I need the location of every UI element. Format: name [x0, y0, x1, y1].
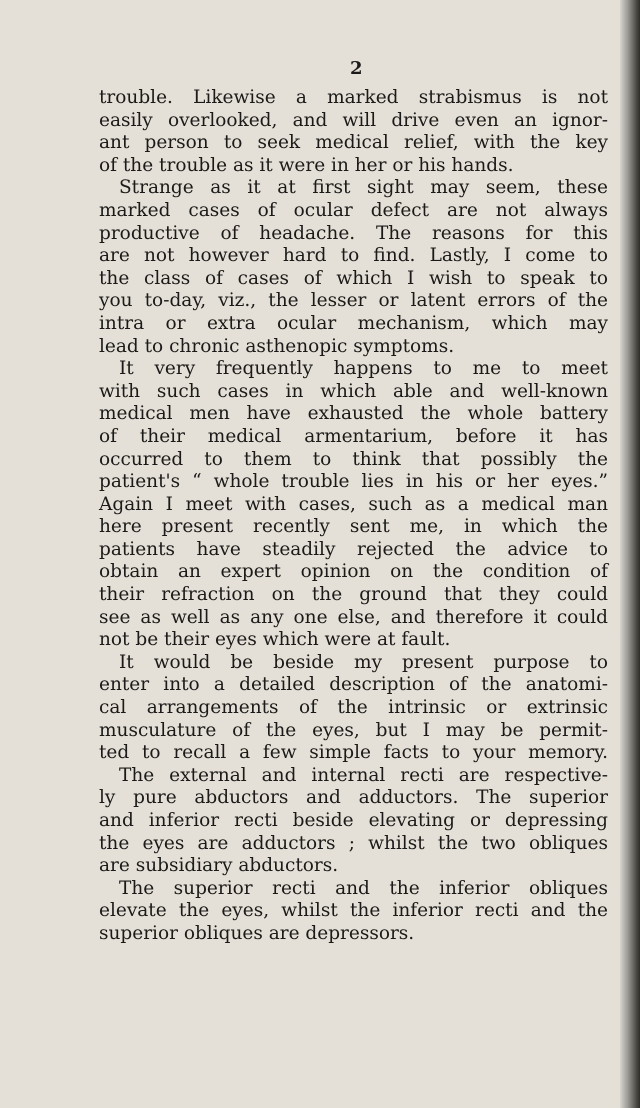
text-line: are subsidiary abductors.: [99, 855, 339, 877]
text-line: ant person to seek medical relief, with the key: [99, 132, 608, 154]
text-line: the eyes are adductors ; whilst the two obliques: [99, 832, 608, 854]
text-line: musculature of the eyes, but I may be permit-: [99, 719, 608, 741]
text-line: here present recently sent me, in which the: [99, 516, 608, 538]
text-line: obtain an expert opinion on the condition of: [99, 561, 608, 583]
text-line: Strange as it at first sight may seem, these: [119, 177, 608, 199]
text-line: patient's “ whole trouble lies in his or her eyes.”: [99, 471, 608, 493]
text-line: It very frequently happens to me to meet: [119, 358, 608, 380]
text-line: enter into a detailed description of the anatomi-: [99, 674, 608, 696]
body-text: [99, 87, 608, 946]
text-line: Again I meet with cases, such as a medical man: [99, 493, 608, 515]
text-line: ted to recall a few simple facts to your memory.: [99, 742, 608, 764]
text-line: of their medical armentarium, before it has: [99, 425, 608, 447]
text-line: productive of headache. The reasons for this: [99, 222, 608, 244]
text-line: intra or extra ocular mechanism, which may: [99, 312, 608, 334]
text-line: are not however hard to find. Lastly, I come to: [99, 245, 608, 267]
text-line: marked cases of ocular defect are not always: [99, 199, 608, 221]
text-line: their refraction on the ground that they could: [99, 584, 608, 606]
page-number: 2: [350, 58, 363, 79]
text-line: patients have steadily rejected the advice to: [99, 538, 608, 560]
page-edge-shadow: [620, 0, 640, 1108]
text-line: not be their eyes which were at fault.: [99, 629, 451, 651]
text-line: and inferior recti beside elevating or depressing: [99, 810, 608, 831]
text-line: the class of cases of which I wish to speak to: [99, 267, 608, 289]
text-line: medical men have exhausted the whole battery: [99, 403, 608, 425]
text-line: superior obliques are depressors.: [99, 922, 415, 944]
text-line: trouble. Likewise a marked strabismus is not: [99, 87, 608, 108]
text-line: lead to chronic asthenopic symptoms.: [99, 335, 455, 357]
text-line: easily overlooked, and will drive even an ignor-: [99, 109, 608, 131]
text-line: It would be beside my present purpose to: [119, 651, 608, 673]
text-line: of the trouble as it were in her or his hands.: [99, 154, 514, 176]
text-line: with such cases in which able and well-known: [99, 380, 608, 402]
text-line: The external and internal recti are respective-: [119, 764, 608, 786]
text-line: elevate the eyes, whilst the inferior recti and the: [99, 900, 608, 922]
text-line: see as well as any one else, and therefore it could: [99, 606, 608, 628]
text-line: you to-day, viz., the lesser or latent errors of the: [99, 290, 608, 312]
text-line: cal arrangements of the intrinsic or extrinsic: [99, 697, 608, 719]
text-line: occurred to them to think that possibly the: [99, 448, 608, 470]
text-line: The superior recti and the inferior obliques: [119, 877, 608, 899]
text-line: ly pure abductors and adductors. The superior: [99, 787, 608, 809]
